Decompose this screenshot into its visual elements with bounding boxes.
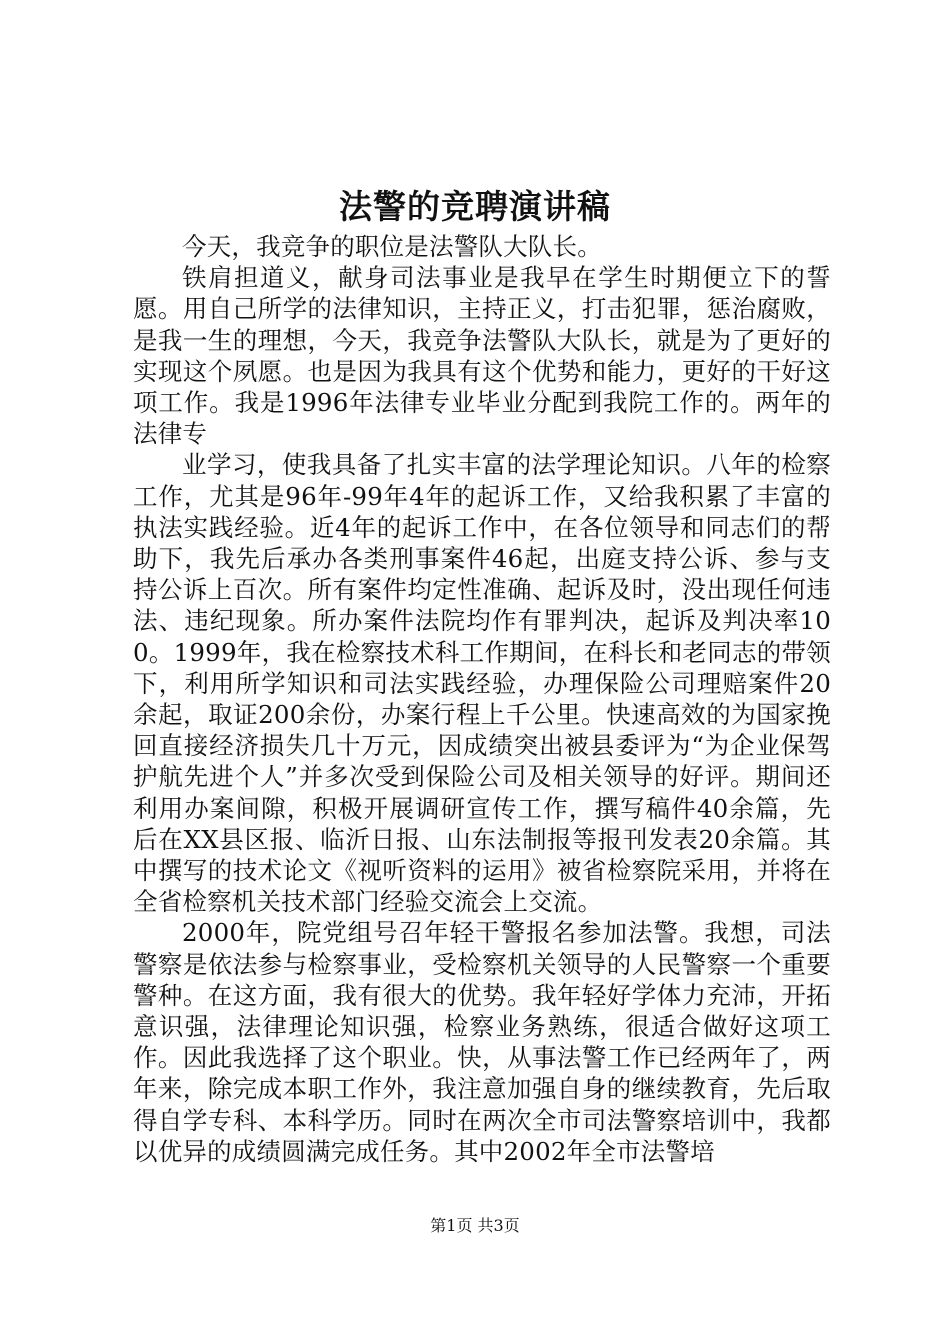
document-body bbox=[133, 231, 831, 1167]
paragraph-2: 铁肩担道义，献身司法事业是我早在学生时期便立下的誓愿。用自己所学的法律知识，主持正义，打击犯罪，惩治腐败，是我一生的理想，今天，我竞争法警队大队长，就是为了更好的实现这个夙愿。也是因为我具有这个优势和能力，更好的干好这项工作。我是1996年法律专业毕业分配到我院工作的。两年的法律专 bbox=[133, 263, 831, 449]
paragraph-3: 业学习，使我具备了扎实丰富的法学理论知识。八年的检察工作，尤其是96年-99年4年的起诉工作，又给我积累了丰富的执法实践经验。近4年的起诉工作中，在各位领导和同志们的帮助下，我先后承办各类刑事案件46起，出庭支持公诉、参与支持公诉上百次。所有案件均定性准确、起诉及时，没出现任何违法、违纪现象。所办案件法院均作有罪判决，起诉及判决率100。1999年，我在检察技术科工作期间，在科长和老同志的带领下，利用所学知识和司法实践经验，办理保险公司理赔案件20余起，取证200余份，办案行程上千公里。快速高效的为国家挽回直接经济损失几十万元，因成绩突出被县委评为“为企业保驾护航先进个人”并多次受到保险公司及相关领导的好评。期间还利用办案间隙，积极开展调研宣传工作，撰写稿件40余篇，先后在XX县区报、临沂日报、山东法制报等报刊发表20余篇。其中撰写的技术论文《视听资料的运用》被省检察院采用，并将在全省检察机关技术部门经验交流会上交流。 bbox=[133, 450, 831, 917]
paragraph-1: 今天，我竞争的职位是法警队大队长。 bbox=[182, 232, 602, 261]
page-number-footer: 第1页 共3页 bbox=[430, 1216, 520, 1235]
document-title: 法警的竞聘演讲稿 bbox=[339, 187, 611, 226]
paragraph-4: 2000年，院党组号召年轻干警报名参加法警。我想，司法警察是依法参与检察事业，受检察机关领导的人民警察一个重要警种。在这方面，我有很大的优势。我年轻好学体力充沛，开拓意识强，法律理论知识强，检察业务熟练，很适合做好这项工作。因此我选择了这个职业。快，从事法警工作已经两年了，两年来，除完成本职工作外，我注意加强自身的继续教育，先后取得自学专科、本科学历。同时在两次全市司法警察培训中，我都以优异的成绩圆满完成任务。其中2002年全市法警培 bbox=[133, 918, 831, 1166]
